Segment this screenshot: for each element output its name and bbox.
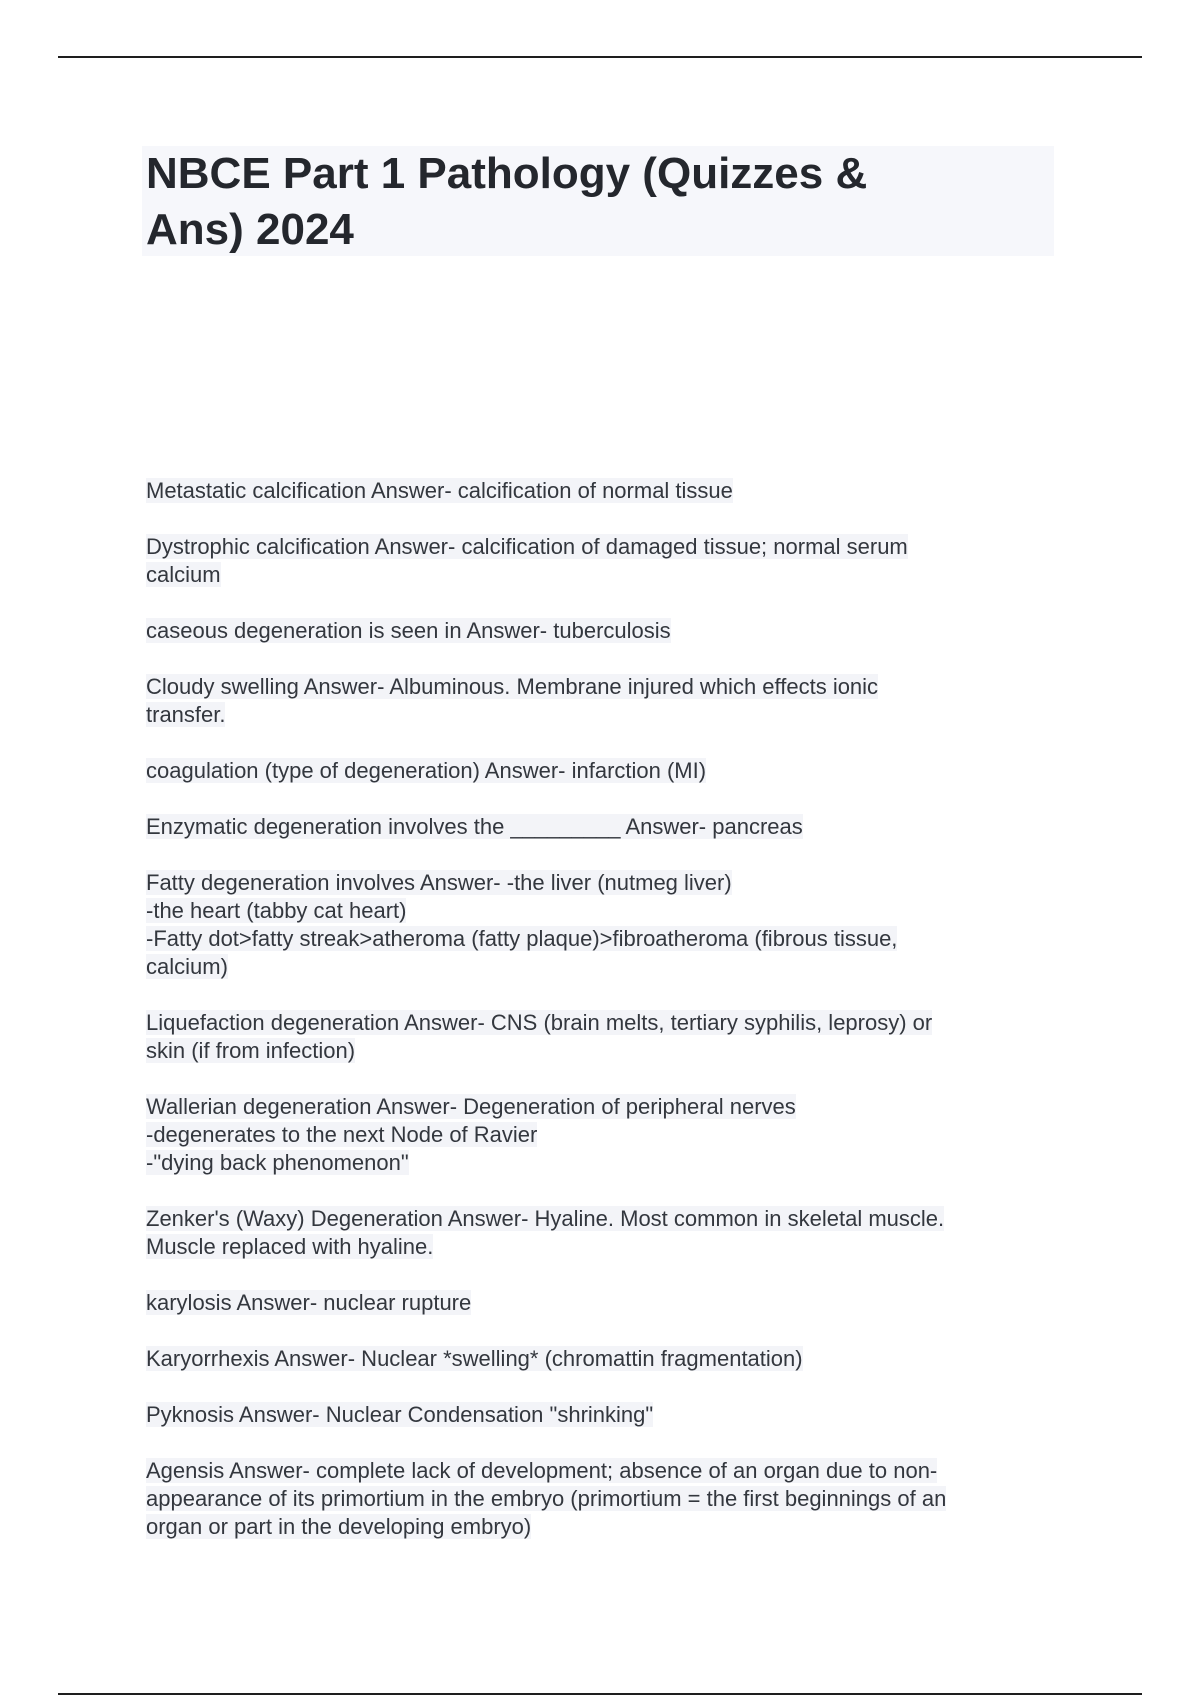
qa-entry: [146, 1205, 1046, 1261]
qa-entry-row: [146, 561, 1046, 589]
qa-entry-row: [146, 1485, 1046, 1513]
qa-entry: [146, 869, 1046, 981]
qa-entry: [146, 477, 1046, 505]
qa-entry: [146, 617, 1046, 645]
qa-entry-line: Karyorrhexis Answer- Nuclear *swelling* (chromattin fragmentation): [146, 1346, 803, 1371]
qa-entry-row: [146, 813, 1046, 841]
qa-entry-line: Zenker's (Waxy) Degeneration Answer- Hyaline. Most common in skeletal muscle.: [146, 1206, 945, 1231]
qa-entry-row: [146, 673, 1046, 701]
qa-entry: [146, 1289, 1046, 1317]
qa-entry-row: [146, 533, 1046, 561]
qa-entry-line: karylosis Answer- nuclear rupture: [146, 1290, 472, 1315]
qa-entry-line: Fatty degeneration involves Answer- -the liver (nutmeg liver): [146, 870, 732, 895]
qa-entry-line: organ or part in the developing embryo): [146, 1514, 532, 1539]
qa-entry-line: -the heart (tabby cat heart): [146, 898, 407, 923]
qa-entry-row: [146, 1093, 1046, 1121]
qa-entry-row: [146, 701, 1046, 729]
qa-entry-line: Dystrophic calcification Answer- calcification of damaged tissue; normal serum: [146, 534, 908, 559]
qa-entry: [146, 1401, 1046, 1429]
qa-entry: [146, 1345, 1046, 1373]
qa-entry-row: [146, 1457, 1046, 1485]
top-rule: [58, 56, 1142, 58]
bottom-rule: [58, 1693, 1142, 1695]
qa-entry-row: [146, 757, 1046, 785]
qa-list: [146, 477, 1046, 1569]
qa-entry: [146, 1093, 1046, 1177]
qa-entry-line: caseous degeneration is seen in Answer- tuberculosis: [146, 618, 671, 643]
qa-entry-row: [146, 617, 1046, 645]
qa-entry-row: [146, 1149, 1046, 1177]
qa-entry-row: [146, 1205, 1046, 1233]
qa-entry-line: -degenerates to the next Node of Ravier: [146, 1122, 538, 1147]
qa-entry-line: Metastatic calcification Answer- calcification of normal tissue: [146, 478, 733, 503]
qa-entry-line: skin (if from infection): [146, 1038, 356, 1063]
qa-entry-line: coagulation (type of degeneration) Answer- infarction (MI): [146, 758, 707, 783]
qa-entry-row: [146, 897, 1046, 925]
qa-entry-line: calcium): [146, 954, 228, 979]
qa-entry-row: [146, 1345, 1046, 1373]
qa-entry-row: [146, 1289, 1046, 1317]
qa-entry-line: Enzymatic degeneration involves the _________ Answer- pancreas: [146, 814, 803, 839]
qa-entry-row: [146, 1037, 1046, 1065]
page-title: [146, 146, 1046, 258]
qa-entry-line: calcium: [146, 562, 221, 587]
qa-entry: [146, 533, 1046, 589]
qa-entry-row: [146, 1233, 1046, 1261]
qa-entry-row: [146, 1121, 1046, 1149]
qa-entry-row: [146, 1401, 1046, 1429]
qa-entry: [146, 1457, 1046, 1541]
qa-entry-line: Pyknosis Answer- Nuclear Condensation "shrinking": [146, 1402, 654, 1427]
qa-entry-row: [146, 1009, 1046, 1037]
qa-entry-line: Wallerian degeneration Answer- Degeneration of peripheral nerves: [146, 1094, 796, 1119]
qa-entry-row: [146, 925, 1046, 953]
qa-entry-row: [146, 477, 1046, 505]
qa-entry-line: Liquefaction degeneration Answer- CNS (brain melts, tertiary syphilis, leprosy) or: [146, 1010, 933, 1035]
title-line: NBCE Part 1 Pathology (Quizzes &: [146, 149, 868, 198]
title-line: Ans) 2024: [146, 205, 354, 254]
qa-entry-row: [146, 869, 1046, 897]
qa-entry-row: [146, 953, 1046, 981]
qa-entry-line: Cloudy swelling Answer- Albuminous. Membrane injured which effects ionic: [146, 674, 879, 699]
qa-entry-line: Muscle replaced with hyaline.: [146, 1234, 434, 1259]
qa-entry-row: [146, 1513, 1046, 1541]
qa-entry: [146, 673, 1046, 729]
qa-entry: [146, 813, 1046, 841]
qa-entry-line: transfer.: [146, 702, 226, 727]
qa-entry-line: -Fatty dot>fatty streak>atheroma (fatty plaque)>fibroatheroma (fibrous tissue,: [146, 926, 898, 951]
qa-entry-line: Agensis Answer- complete lack of development; absence of an organ due to non-: [146, 1458, 938, 1483]
qa-entry-line: appearance of its primortium in the embryo (primortium = the first beginnings of an: [146, 1486, 947, 1511]
qa-entry: [146, 757, 1046, 785]
qa-entry: [146, 1009, 1046, 1065]
qa-entry-line: -"dying back phenomenon": [146, 1150, 409, 1175]
